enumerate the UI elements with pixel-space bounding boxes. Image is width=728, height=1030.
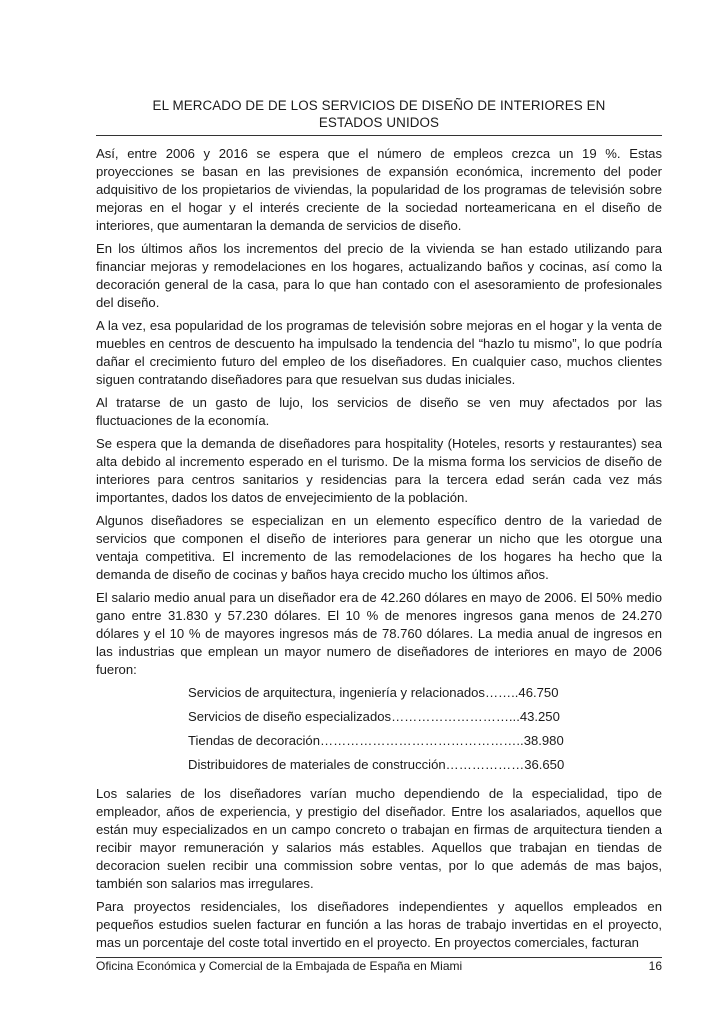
footer-divider bbox=[96, 957, 662, 958]
page-title bbox=[96, 97, 662, 131]
salary-list bbox=[188, 684, 662, 780]
paragraph: Algunos diseñadores se especializan en un elemento específico dentro de la variedad de servicios que componen el diseño de interiores para generar un nicho que les otorgue una ventaja competitiva. El incremento de las remodelaciones de los hogares ha hecho que la demanda de diseño de cocinas y baños haya crecido mucho los últimos años. bbox=[96, 513, 662, 582]
list-item-label: Servicios de arquitectura, ingeniería y relacionados…….. bbox=[188, 685, 519, 700]
list-item-label: Distribuidores de materiales de construcción……………… bbox=[188, 757, 525, 772]
paragraph: El salario medio anual para un diseñador era de 42.260 dólares en mayo de 2006. El 50% medio gano entre 31.830 y 57.230 dólares. El 10 % de menores ingresos gana menos de 24.270 dólares y el 10 % de mayores ingresos más de 78.760 dólares. La media anual de ingresos en las industrias que emplean un mayor numero de diseñadores de interiores en mayo de 2006 fueron: bbox=[96, 590, 662, 677]
page-number: 16 bbox=[648, 959, 662, 973]
list-item-label: Servicios de diseño especializados………………………... bbox=[188, 709, 520, 724]
list-item-value: 38.980 bbox=[523, 733, 564, 748]
title-line-2: ESTADOS UNIDOS bbox=[318, 115, 440, 130]
paragraph: Los salaries de los diseñadores varían mucho dependiendo de la especialidad, tipo de empleador, años de experiencia, y prestigio del diseñador. Entre los asalariados, aquellos que están muy especializados en un campo concreto o trabajan en firmas de arquitectura tienden a recibir mayor remuneración y salarios más estables. Aquellos que trabajan en tiendas de decoracion suelen recibir una commission sobre ventas, por lo que además de mas bajos, también son salarios mas irregulares. bbox=[96, 786, 662, 891]
list-item-label: Tiendas de decoración……………………………………….. bbox=[188, 733, 524, 748]
paragraph: Al tratarse de un gasto de lujo, los servicios de diseño se ven muy afectados por las fluctuaciones de la economía. bbox=[96, 395, 662, 428]
list-item bbox=[188, 732, 662, 756]
footer-source: Oficina Económica y Comercial de la Embajada de España en Miami bbox=[96, 959, 463, 973]
page-footer bbox=[96, 959, 662, 973]
title-divider bbox=[96, 135, 662, 136]
paragraph: En los últimos años los incrementos del precio de la vivienda se han estado utilizando para financiar mejoras y remodelaciones en los hogares, actualizando baños y cocinas, así como la decoración general de la casa, para lo que han contado con el asesoramiento de profesionales del diseño. bbox=[96, 241, 662, 310]
list-item-value: 43.250 bbox=[519, 709, 560, 724]
list-item bbox=[188, 684, 662, 708]
paragraph: A la vez, esa popularidad de los programas de televisión sobre mejoras en el hogar y la venta de muebles en centros de descuento ha impulsado la tendencia del “hazlo tu mismo”, lo que podría dañar el crecimiento futuro del empleo de los diseñadores. En cualquier caso, muchos clientes siguen contratando diseñadores para que resuelvan sus dudas iniciales. bbox=[96, 318, 662, 387]
list-item bbox=[188, 708, 662, 732]
list-item-value: 36.650 bbox=[524, 757, 565, 772]
list-item bbox=[188, 756, 662, 780]
title-line-1: EL MERCADO DE DE LOS SERVICIOS DE DISEÑO DE INTERIORES EN bbox=[152, 98, 606, 113]
paragraph: Se espera que la demanda de diseñadores para hospitality (Hoteles, resorts y restaurantes) sea alta debido al incremento esperado en el turismo. De la misma forma los servicios de diseño de interiores para centros sanitarios y residencias para la tercera edad serán cada vez más importantes, dados los datos de envejecimiento de la población. bbox=[96, 436, 662, 505]
paragraph: Así, entre 2006 y 2016 se espera que el número de empleos crezca un 19 %. Estas proyecciones se basan en las previsiones de expansión económica, incremento del poder adquisitivo de los propietarios de viviendas, la popularidad de los programas de televisión sobre mejoras en el hogar y el interés creciente de la sociedad norteamericana en el diseño de interiores, que aumentaran la demanda de servicios de diseño. bbox=[96, 146, 662, 233]
paragraph: Para proyectos residenciales, los diseñadores independientes y aquellos empleados en pequeños estudios suelen facturar en función a las horas de trabajo invertidas en el proyecto, mas un porcentaje del coste total invertido en el proyecto. En proyectos comerciales, facturan bbox=[96, 899, 662, 950]
body-text bbox=[96, 145, 662, 952]
list-item-value: 46.750 bbox=[518, 685, 559, 700]
